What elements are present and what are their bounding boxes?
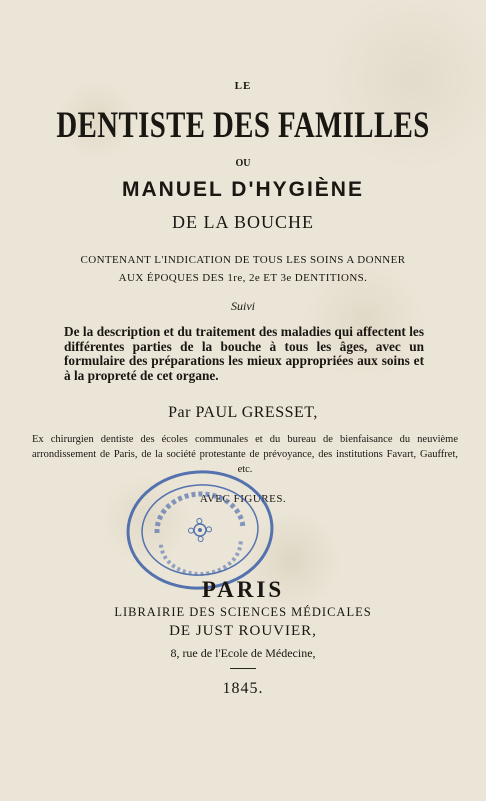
publication-year: 1845.: [222, 680, 264, 697]
subtitle-second-line: DE LA BOUCHE: [172, 212, 314, 232]
contents-line-1: CONTENANT L'INDICATION DE TOUS LES SOINS A DONNER: [80, 254, 406, 266]
main-title: DENTISTE DES FAMILLES: [56, 105, 430, 146]
figures-note: AVEC FIGURES.: [199, 493, 287, 505]
conjunction-ou: OU: [235, 158, 251, 169]
suivi-label: Suivi: [231, 299, 255, 313]
publication-city: PARIS: [201, 577, 285, 602]
publisher-line-2: DE JUST ROUVIER,: [169, 623, 317, 639]
article-le: LE: [234, 80, 252, 92]
divider-rule: [230, 668, 256, 669]
subtitle: MANUEL D'HYGIÈNE: [122, 178, 364, 201]
contents-line-2: AUX ÉPOQUES DES 1re, 2e ET 3e DENTITIONS.: [118, 272, 368, 284]
publisher-address: 8, rue de l'Ecole de Médecine,: [170, 646, 316, 660]
publisher-line-1: LIBRAIRIE DES SCIENCES MÉDICALES: [114, 605, 372, 619]
author-line: Par PAUL GRESSET,: [168, 404, 318, 421]
author-qualifications: Ex chirurgien dentiste des écoles communales et du bureau de bienfaisance du neuvième arrondissement de Paris, de la société protestante de prévoyance, des institutions Favart, Gauffret, etc.: [32, 434, 458, 475]
description-paragraph: De la description et du traitement des maladies qui affectent les différentes parties de la bouche à tous les âges, avec un formulaire des préparations les mieux appropriées aux soins et à la propreté de cet organe.: [64, 324, 424, 383]
